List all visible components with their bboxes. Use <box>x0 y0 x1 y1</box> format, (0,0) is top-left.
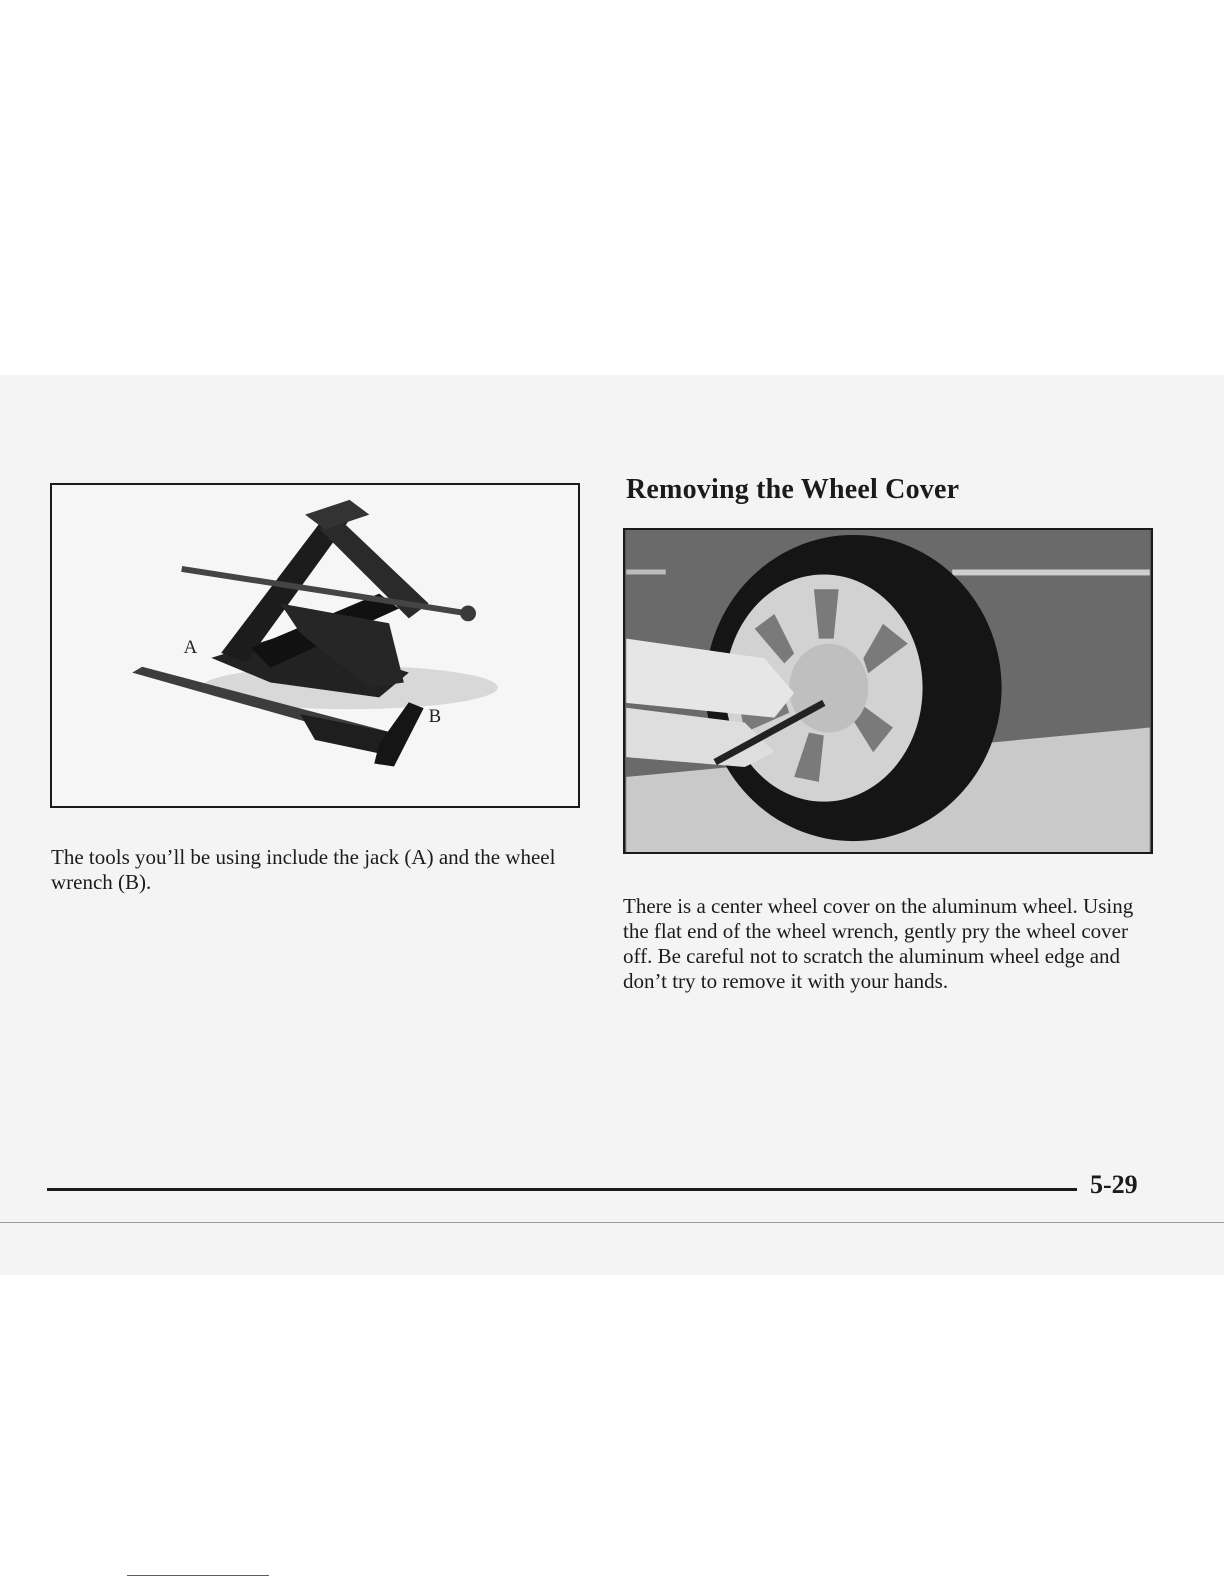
jack-screw-rod <box>182 569 468 613</box>
tools-caption: The tools you’ll be using include the jack (A) and the wheel wrench (B). <box>51 845 556 894</box>
jack-saddle <box>305 500 369 530</box>
wheel-drawing <box>625 530 1151 852</box>
page-number: 5-29 <box>1090 1170 1138 1199</box>
wheel-cover-photo <box>623 528 1153 854</box>
footer-rule <box>47 1188 1077 1191</box>
label-b: B <box>428 706 442 728</box>
wheel-cover-instructions: There is a center wheel cover on the aluminum wheel. Using the flat end of the wheel wrench, gently pry the wheel cover off. Be careful not to scratch the aluminum wheel edge and don’t try to remove it with your hands. <box>623 894 1134 993</box>
scan-edge-line <box>0 1222 1224 1223</box>
car-trim-strip <box>952 570 1150 576</box>
car-trim-strip-left <box>626 570 666 575</box>
bottom-link-underline <box>127 1575 269 1576</box>
label-a: A <box>183 636 198 658</box>
jack-and-wrench-illustration <box>50 483 580 808</box>
section-title: Removing the Wheel Cover <box>626 474 960 505</box>
jack-drawing <box>52 485 578 806</box>
jack-screw-end <box>460 605 476 621</box>
